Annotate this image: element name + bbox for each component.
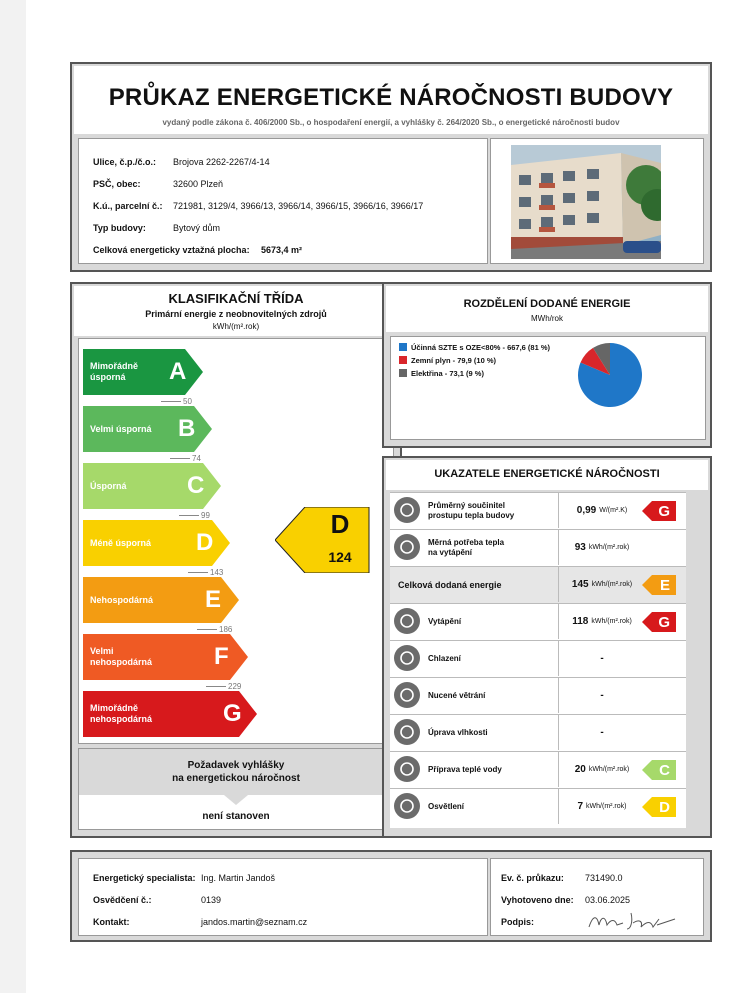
indicator-row [390,529,686,566]
indicator-row [390,788,686,825]
building-photo [511,145,661,259]
requirement-pointer [224,795,248,805]
indicator-value: 0,99 W/(m².K) [576,505,628,516]
indicator-class-badge: G [642,501,676,521]
indicator-value: - [600,727,604,738]
indicator-class-badge: D [642,797,676,817]
contact-label: Kontakt: [93,917,130,927]
thermometer-plus-icon [394,608,420,634]
document-page [26,0,743,993]
requirement-value: není stanoven [202,811,270,822]
indicator-value: - [600,690,604,701]
class-scale [78,338,394,744]
class-row-g [79,691,257,737]
legend-label: Elektřina - 73,1 (9 %) [411,369,484,378]
classification-title: KLASIFIKAČNÍ TŘÍDA [168,291,304,306]
ev-label: Ev. č. průkazu: [501,873,564,883]
classification-panel [70,282,402,838]
document-subtitle: vydaný podle zákona č. 406/2000 Sb., o hospodaření energií, a vyhlášky č. 264/2020 Sb., o energetické náročnosti budov [162,118,620,127]
legend-label: Zemní plyn - 79,9 (10 %) [411,356,497,365]
class-letter: E [205,586,222,613]
cert-label: Osvědčení č.: [93,895,152,905]
class-label: Mimořádně nehospodárná [90,703,153,724]
parcel-label: K.ú., parcelní č.: [93,201,163,211]
indicator-value: 118 kWh/(m².rok) [572,616,632,627]
requirement-title: Požadavek vyhlášky na energetickou náročnost [172,760,300,784]
bulb-icon [394,793,420,819]
indicator-value: 20 kWh/(m².rok) [574,764,630,775]
pie-chart-area [390,336,706,440]
class-letter: A [169,358,187,385]
indicator-value: 93 kWh/(m².rok) [574,542,630,553]
legend-item [399,369,484,378]
area-value: 5673,4 m² [261,245,303,255]
pie-chart [575,340,645,410]
contact-value: jandos.martin@seznam.cz [201,917,308,927]
class-row-e [79,577,239,623]
classification-subtitle: Primární energie z neobnovitelných zdrojů [145,309,327,319]
specialist-label: Energetický specialista: [93,873,196,883]
indicator-name: Osvětlení [428,801,465,811]
class-letter: B [178,415,196,442]
chart-subtitle: MWh/rok [531,314,563,323]
indicator-row [390,640,686,677]
cloud-drop-icon [394,719,420,745]
specialist-info [78,858,488,936]
thermometer-minus-icon [394,645,420,671]
legend-swatch [399,343,407,351]
city-label: PSČ, obec: [93,179,141,189]
class-threshold: 74 [170,454,201,463]
heat-icon [394,534,420,560]
indicator-value: - [600,653,604,664]
indicator-name: Nucené větrání [428,690,486,700]
indicator-name: Příprava teplé vody [428,764,502,774]
header-panel [70,62,712,272]
legend-item [399,343,550,352]
class-label: Velmi úsporná [90,423,152,434]
footer-panel [70,850,712,942]
date-value: 03.06.2025 [585,895,631,905]
sign-label: Podpis: [501,917,534,927]
legend-swatch [399,369,407,377]
energy-distribution-panel [382,282,712,448]
class-label: Mimořádně úsporná [90,361,139,382]
cert-value: 0139 [201,895,222,905]
signature-image [587,909,677,933]
indicator-class-badge: C [642,760,676,780]
legend-label: Účinná SZTE s OZE<80% - 667,6 (81 %) [411,343,551,352]
indicator-class-badge: G [642,612,676,632]
class-label: Nehospodárná [90,594,154,605]
address-label: Ulice, č.p./č.o.: [93,157,157,167]
building-info [78,138,488,264]
class-threshold: 50 [161,397,192,406]
legend-item [399,356,496,365]
date-label: Vyhotoveno dne: [501,895,574,905]
indicator-name: Průměrný součinitel prostupu tepla budovy [428,500,515,520]
class-threshold: 186 [197,625,232,634]
legend-swatch [399,356,407,364]
class-row-a [79,349,203,395]
indicator-row [390,492,686,529]
result-value: 124 [328,549,352,565]
specialist-value: Ing. Martin Jandoš [201,873,276,883]
class-label: Úsporná [90,480,127,491]
class-letter: C [187,472,205,499]
class-label: Velmi nehospodárná [90,646,153,667]
document-title: PRŮKAZ ENERGETICKÉ NÁROČNOSTI BUDOVY [108,84,674,111]
indicators-panel [382,456,712,838]
certificate-info [490,858,704,936]
house-icon [394,497,420,523]
indicator-value: 7 kWh/(m².rok) [577,801,627,812]
indicators-table [390,492,686,828]
class-row-c [79,463,221,509]
indicator-value: 145 kWh/(m².rok) [571,579,633,590]
class-row-d [79,520,230,566]
type-value: Bytový dům [173,223,221,233]
ev-value: 731490.0 [585,873,623,883]
fan-icon [394,682,420,708]
class-letter: F [214,643,229,670]
class-letter: D [196,529,214,556]
indicator-name: Měrná potřeba tepla na vytápění [428,537,505,557]
indicator-row [390,603,686,640]
class-threshold: 143 [188,568,223,577]
classification-unit: kWh/(m².rok) [212,322,260,331]
class-letter: G [223,700,242,727]
tap-icon [394,756,420,782]
indicator-name: Vytápění [428,616,462,626]
indicator-name: Chlazení [428,653,461,663]
result-letter: D [330,509,350,539]
city-value: 32600 Plzeň [173,179,224,189]
chart-title: ROZDĚLENÍ DODANÉ ENERGIE [463,298,631,310]
area-label: Celková energeticky vztažná plocha: [93,245,250,255]
class-label: Méně úsporná [90,537,152,548]
indicators-title: UKAZATELE ENERGETICKÉ NÁROČNOSTI [434,468,660,480]
class-threshold: 99 [179,511,210,520]
address-value: Brojova 2262-2267/4-14 [173,157,270,167]
indicator-row [390,751,686,788]
indicator-row [390,566,686,603]
building-photo-frame [490,138,704,264]
indicator-row [390,714,686,751]
indicator-name: Celková dodaná energie [398,579,502,590]
type-label: Typ budovy: [93,223,146,233]
class-row-f [79,634,248,680]
indicator-name: Úprava vlhkosti [428,727,488,737]
class-row-b [79,406,212,452]
indicator-class-badge: E [642,575,676,595]
class-threshold: 229 [206,682,241,691]
parcel-value: 721981, 3129/4, 3966/13, 3966/14, 3966/15, 3966/16, 3966/17 [173,201,424,211]
requirement-box [78,748,394,830]
indicator-row [390,677,686,714]
